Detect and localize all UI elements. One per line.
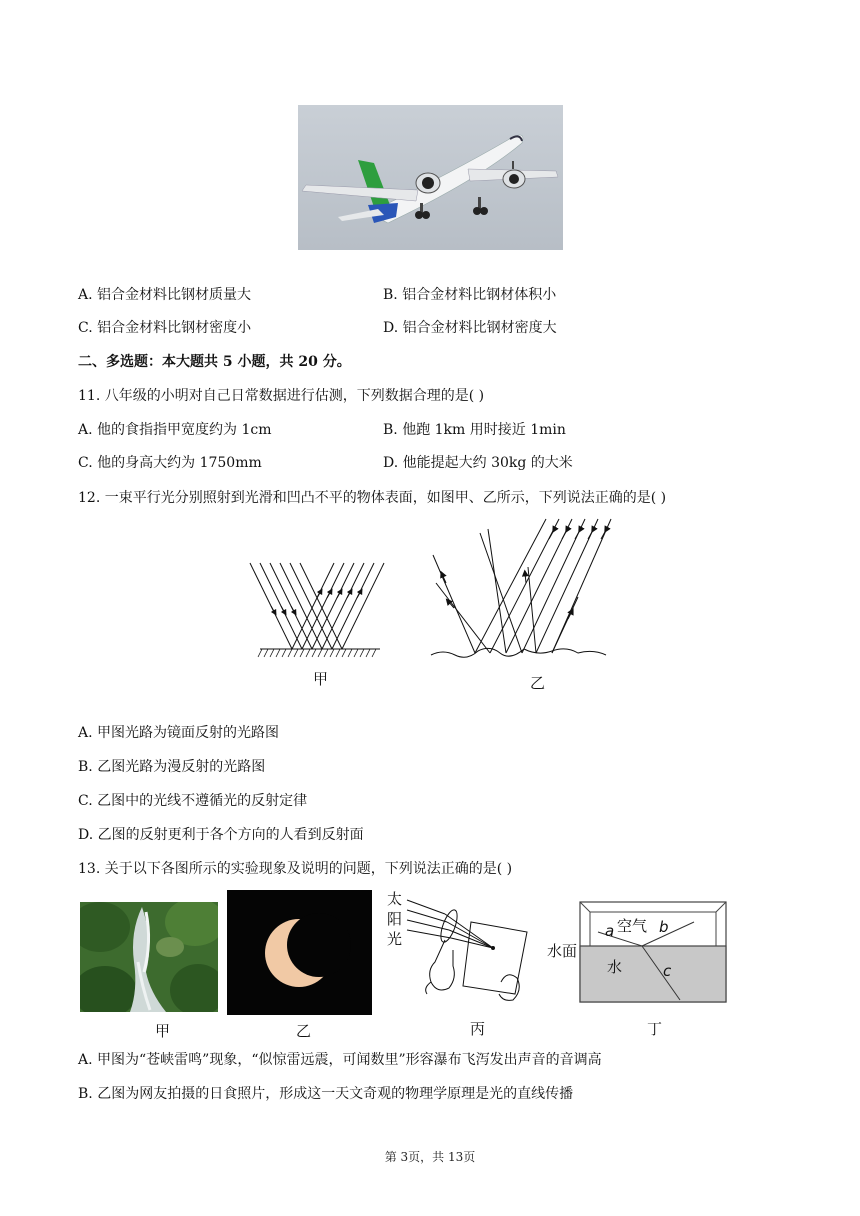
airplane-photo [298,105,563,250]
ding-label-b: b [659,918,669,936]
q13-option-b: B. 乙图为网友拍摄的日食照片，形成这一天文奇观的物理学原理是光的直线传播 [78,1086,574,1102]
waterfall-photo [80,902,218,1012]
bing-sun-char-1: 太 [387,890,403,908]
q12-figure-yi-label: 乙 [530,674,546,692]
q13-figure-ding-label: 丁 [647,1020,663,1038]
magnifier-diagram [405,890,545,1015]
refraction-tank-diagram [578,900,728,1005]
q11-option-a: A. 他的食指指甲宽度约为 1cm [78,422,272,438]
q10-option-a: A. 铝合金材料比钢材质量大 [78,287,252,303]
q12-stem: 12. 一束平行光分别照射到光滑和凹凸不平的物体表面，如图甲、乙所示，下列说法正确的是( ) [78,490,667,506]
q10-option-c: C. 铝合金材料比钢材密度小 [78,320,252,336]
specular-reflection-diagram [245,555,390,665]
q13-figure-jia-label: 甲 [155,1022,171,1040]
q11-stem: 11. 八年级的小明对自己日常数据进行估测，下列数据合理的是( ) [78,388,485,404]
bing-sun-char-3: 光 [387,930,403,948]
q10-option-d: D. 铝合金材料比钢材密度大 [383,320,557,336]
section-heading: 二、多选题：本大题共 5 小题，共 20 分。 [78,354,351,370]
q12-figure-jia-label: 甲 [313,670,329,688]
ding-label-a: a [605,922,615,940]
q12-option-d: D. 乙图的反射更利于各个方向的人看到反射面 [78,827,364,843]
q13-stem: 13. 关于以下各图所示的实验现象及说明的问题，下列说法正确的是( ) [78,861,513,877]
ding-label-c: c [663,962,672,980]
ding-label-air: 空气 [617,917,648,935]
diffuse-reflection-diagram [428,515,613,665]
q10-option-b: B. 铝合金材料比钢材体积小 [383,287,557,303]
q12-option-a: A. 甲图光路为镜面反射的光路图 [78,725,280,741]
q11-option-c: C. 他的身高大约为 1750mm [78,455,262,471]
q11-option-b: B. 他跑 1km 用时接近 1min [383,422,566,438]
page-footer: 第 3页，共 13页 [384,1150,476,1164]
q12-option-b: B. 乙图光路为漫反射的光路图 [78,759,266,775]
ding-label-water-surface: 水面 [547,942,578,960]
q13-option-a: A. 甲图为“苍峡雷鸣”现象，“似惊雷远震，可闻数里”形容瀑布飞泻发出声音的音调高 [78,1052,602,1068]
solar-eclipse-photo [227,890,372,1015]
ding-label-water: 水 [607,958,623,976]
q13-figure-bing-label: 丙 [470,1020,486,1038]
q12-option-c: C. 乙图中的光线不遵循光的反射定律 [78,793,308,809]
q11-option-d: D. 他能提起大约 30kg 的大米 [383,455,573,471]
q13-figure-yi-label: 乙 [296,1022,312,1040]
bing-sun-char-2: 阳 [387,910,403,928]
